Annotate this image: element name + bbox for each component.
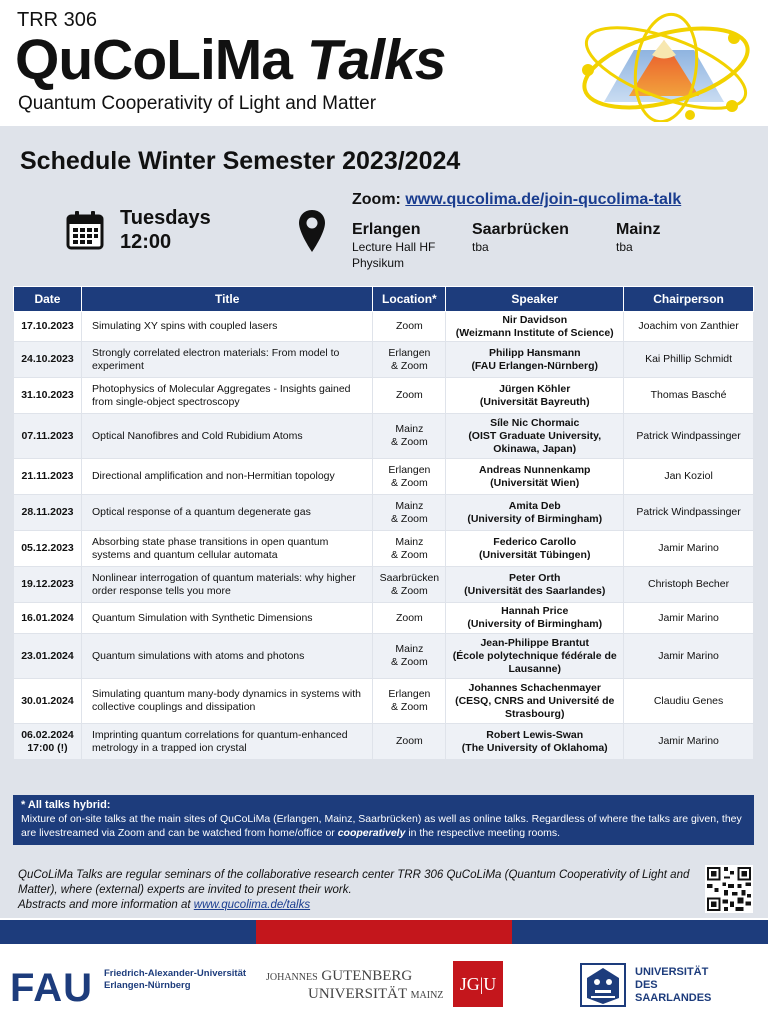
cell-speaker [446,724,624,760]
cell-title: Quantum simulations with atoms and photons [81,634,372,679]
speaker-name: Amita Deb [508,499,561,512]
speaker-name: Andreas Nunnenkamp [479,463,591,476]
location-line-2: & Zoom [391,548,428,561]
jgu-universitaet: UNIVERSITÄT [308,986,407,1002]
zoom-label: Zoom: [352,191,401,208]
speaker-name: Peter Orth [509,571,561,584]
cell-title: Simulating XY spins with coupled lasers [81,312,372,342]
fau-logo: FAU [10,966,93,1010]
cell-date [14,531,82,567]
table-row [14,679,754,724]
speaker-name: Robert Lewis-Swan [486,728,584,741]
cell-chairperson: Thomas Basché [624,378,754,414]
speaker-affiliation: (University of Birmingham) [467,618,603,630]
speaker-affiliation: (OIST Graduate University, [468,429,602,442]
about-more [18,898,698,913]
site-city: Erlangen [352,221,421,238]
cell-title: Absorbing state phase transitions in open quantum systems and quantum cellular automata [81,531,372,567]
speaker-affiliation: (Weizmann Institute of Science) [455,326,614,339]
cell-chairperson: Kai Phillip Schmidt [624,342,754,378]
cell-chairperson: Claudiu Genes [624,679,754,724]
cell-location [373,634,446,679]
speaker-name: Jean-Philippe Brantut [480,636,589,649]
date-text: 21.11.2023 [21,470,74,482]
cell-chairperson: Jamir Marino [624,603,754,634]
cell-title: Nonlinear interrogation of quantum materials: why higher order response tells you more [81,567,372,603]
cell-date [14,679,82,724]
site-city: Saarbrücken [472,221,569,238]
cell-chairperson: Joachim von Zanthier [624,312,754,342]
stripe-red [256,920,512,944]
header-date: Date [14,287,82,312]
table-row [14,531,754,567]
cell-speaker [446,312,624,342]
location-line-1: Zoom [395,611,423,624]
note-title: * All talks hybrid: [21,799,111,811]
table-row [14,378,754,414]
table-header-row [14,287,754,312]
zoom-line [352,191,681,209]
cell-chairperson: Jamir Marino [624,634,754,679]
note-text-1: Mixture of on-site talks at the main sites of QuCoLiMa (Erlangen, Mainz, Saarbrücken) as well as online talks. Regardless of where the talks are given, they are livestreamed via Zoom and can be watched from home/office or [21,813,742,839]
fau-line-1: Friedrich-Alexander-Universität [104,968,247,979]
location-line-2: & Zoom [391,656,428,668]
date-text: 28.11.2023 [21,506,74,518]
about-text [18,868,698,913]
fau-line-2: Erlangen-Nürnberg [104,980,191,991]
site-location: Lecture Hall HF [352,240,436,254]
schedule-title: Schedule Winter Semester 2023/2024 [20,147,461,175]
location-line-1: Mainz [395,643,424,655]
site-erlangen [352,221,435,271]
date-text: 30.01.2024 [21,694,74,707]
qucolima-logo-icon [574,10,754,122]
speaker-name: Jürgen Köhler [499,382,571,395]
talk-day: Tuesdays [120,207,211,229]
location-line-2: & Zoom [391,701,428,713]
location-line-2: & Zoom [391,476,428,489]
date-text: 31.10.2023 [21,389,74,401]
cell-speaker [446,342,624,378]
talks-link[interactable]: www.qucolima.de/talks [193,899,311,911]
site-mainz [616,221,660,255]
date-text: 19.12.2023 [21,578,74,590]
cell-speaker [446,459,624,495]
date-text: 16.01.2024 [21,611,74,624]
cell-location [373,567,446,603]
speaker-affiliation: (Universität Bayreuth) [479,395,590,408]
brand-italic: Talks [306,28,446,92]
location-line-1: Erlangen [388,688,431,700]
stripe-blue-right [512,920,768,944]
cell-speaker [446,414,624,459]
speaker-affiliation: (Universität des Saarlandes) [464,584,606,597]
note-emphasis: cooperatively [337,827,406,839]
cell-speaker [446,603,624,634]
note-text [21,812,746,840]
location-line-1: Erlangen [388,463,431,476]
location-line-1: Erlangen [388,346,431,359]
location-line-1: Zoom [395,320,423,332]
saarland-crest-icon [579,962,627,1008]
date-text: 07.11.2023 [21,429,74,442]
table-row [14,459,754,495]
fau-name [104,968,246,992]
cell-location [373,378,446,414]
jgu-logo: JG|U [453,961,503,1007]
cell-speaker [446,679,624,724]
cell-date [14,312,82,342]
cell-location [373,724,446,760]
speaker-affiliation: (FAU Erlangen-Nürnberg) [471,359,599,372]
cell-title: Simulating quantum many-body dynamics in systems with collective couplings and dissipation [81,679,372,724]
jgu-name [266,968,443,1004]
cell-location [373,414,446,459]
header-speaker: Speaker [446,287,624,312]
location-line-1: Zoom [395,389,423,401]
cell-title: Optical response of a quantum degenerate gas [81,495,372,531]
cell-location [373,342,446,378]
cell-title: Strongly correlated electron materials: From model to experiment [81,342,372,378]
location-line-2: & Zoom [391,512,428,525]
table-row [14,567,754,603]
date-text: 05.12.2023 [21,542,74,554]
speaker-affiliation: (Universität Wien) [490,476,580,489]
cell-chairperson: Patrick Windpassinger [624,495,754,531]
location-line-1: Zoom [395,735,423,747]
cell-speaker [446,634,624,679]
location-pin-icon [298,208,326,254]
uds-name [635,966,711,1005]
trr-label: TRR 306 [17,9,98,31]
about-description: QuCoLiMa Talks are regular seminars of the collaborative research center TRR 306 QuCoLiMa (Quantum Cooperativity of Light and Matter), where (external) experts are invited to present their work. [18,869,690,896]
date-text: 06.02.2024 [21,728,74,741]
location-line-1: Saarbrücken [379,571,440,584]
talk-time: 12:00 [120,231,172,253]
qr-code-icon [705,865,753,913]
header [0,0,768,126]
jgu-gutenberg: GUTENBERG [321,968,413,984]
speaker-name: Hannah Price [501,605,569,617]
uds-line-1: UNIVERSITÄT [635,966,709,978]
cell-date [14,567,82,603]
zoom-link[interactable]: www.qucolima.de/join-qucolima-talk [405,191,682,208]
site-location: tba [472,240,489,254]
cell-title: Quantum Simulation with Synthetic Dimensions [81,603,372,634]
hybrid-note [13,795,754,845]
cell-location [373,603,446,634]
speaker-affiliation: (University of Birmingham) [467,512,603,525]
speaker-affiliation: (The University of Oklahoma) [461,741,608,754]
schedule-table [13,286,754,760]
jgu-mainz: MAINZ [410,990,444,1001]
location-line-2: & Zoom [391,584,428,597]
brand-subtitle: Quantum Cooperativity of Light and Matter [18,93,377,114]
cell-speaker [446,495,624,531]
speaker-affiliation-2: Okinawa, Japan) [493,442,577,455]
table-row [14,312,754,342]
date-time-note: 17:00 (!) [27,741,68,754]
site-location: tba [616,240,633,254]
uds-line-3: SAARLANDES [635,992,712,1004]
cell-location [373,312,446,342]
cell-location [373,495,446,531]
stripe-blue-left [0,920,256,944]
cell-date [14,634,82,679]
jgu-johannes: JOHANNES [266,972,318,983]
date-text: 24.10.2023 [21,353,74,365]
talk-day-time [120,206,211,254]
cell-date [14,378,82,414]
speaker-affiliation: (Universität Tübingen) [479,548,591,561]
brand-title [15,28,445,92]
cell-title: Photophysics of Molecular Aggregates - Insights gained from single-object spectroscopy [81,378,372,414]
table-row [14,414,754,459]
date-text: 23.01.2024 [21,649,74,662]
brand-main: QuCoLiMa [15,28,292,92]
table-row [14,724,754,760]
uds-line-2: DES [635,979,658,991]
cell-date [14,724,82,760]
site-location-2: Physikum [352,256,405,270]
location-line-1: Mainz [395,535,424,548]
cell-chairperson: Jamir Marino [624,531,754,567]
date-text: 17.10.2023 [21,320,74,332]
cell-title: Imprinting quantum correlations for quantum-enhanced metrology in a trapped ion crystal [81,724,372,760]
speaker-name: Síle Nic Chormaic [490,416,580,429]
about-more-label: Abstracts and more information at [18,899,194,911]
speaker-name: Nir Davidson [502,313,568,326]
speaker-affiliation-2: Strasbourg) [504,707,565,720]
cell-speaker [446,378,624,414]
table-row [14,634,754,679]
cell-speaker [446,567,624,603]
speaker-name: Philipp Hansmann [488,346,581,359]
table-row [14,495,754,531]
table-row [14,342,754,378]
cell-title: Optical Nanofibres and Cold Rubidium Atoms [81,414,372,459]
speaker-affiliation: (CESQ, CNRS and Université de [455,694,615,707]
cell-chairperson: Patrick Windpassinger [624,414,754,459]
cell-date [14,459,82,495]
location-line-2: & Zoom [391,359,428,372]
location-line-1: Mainz [395,499,424,512]
header-chairperson: Chairperson [624,287,754,312]
site-saarbruecken [472,221,569,255]
speaker-name: Federico Carollo [493,535,577,548]
cell-date [14,342,82,378]
note-text-2: in the respective meeting rooms. [405,827,561,839]
location-line-2: & Zoom [391,436,428,448]
cell-chairperson: Jan Koziol [624,459,754,495]
header-location: Location* [373,287,446,312]
cell-date [14,495,82,531]
speaker-name: Johannes Schachenmayer [468,681,601,694]
location-line-1: Mainz [395,423,424,435]
speaker-affiliation: (École polytechnique fédérale de [452,649,617,662]
table-row [14,603,754,634]
cell-location [373,679,446,724]
header-title: Title [81,287,372,312]
cell-chairperson: Christoph Becher [624,567,754,603]
cell-date [14,603,82,634]
cell-location [373,459,446,495]
speaker-affiliation-2: Lausanne) [508,662,561,675]
cell-chairperson: Jamir Marino [624,724,754,760]
cell-location [373,531,446,567]
cell-date [14,414,82,459]
calendar-icon [66,210,104,250]
cell-title: Directional amplification and non-Hermitian topology [81,459,372,495]
cell-speaker [446,531,624,567]
site-city: Mainz [616,221,661,238]
